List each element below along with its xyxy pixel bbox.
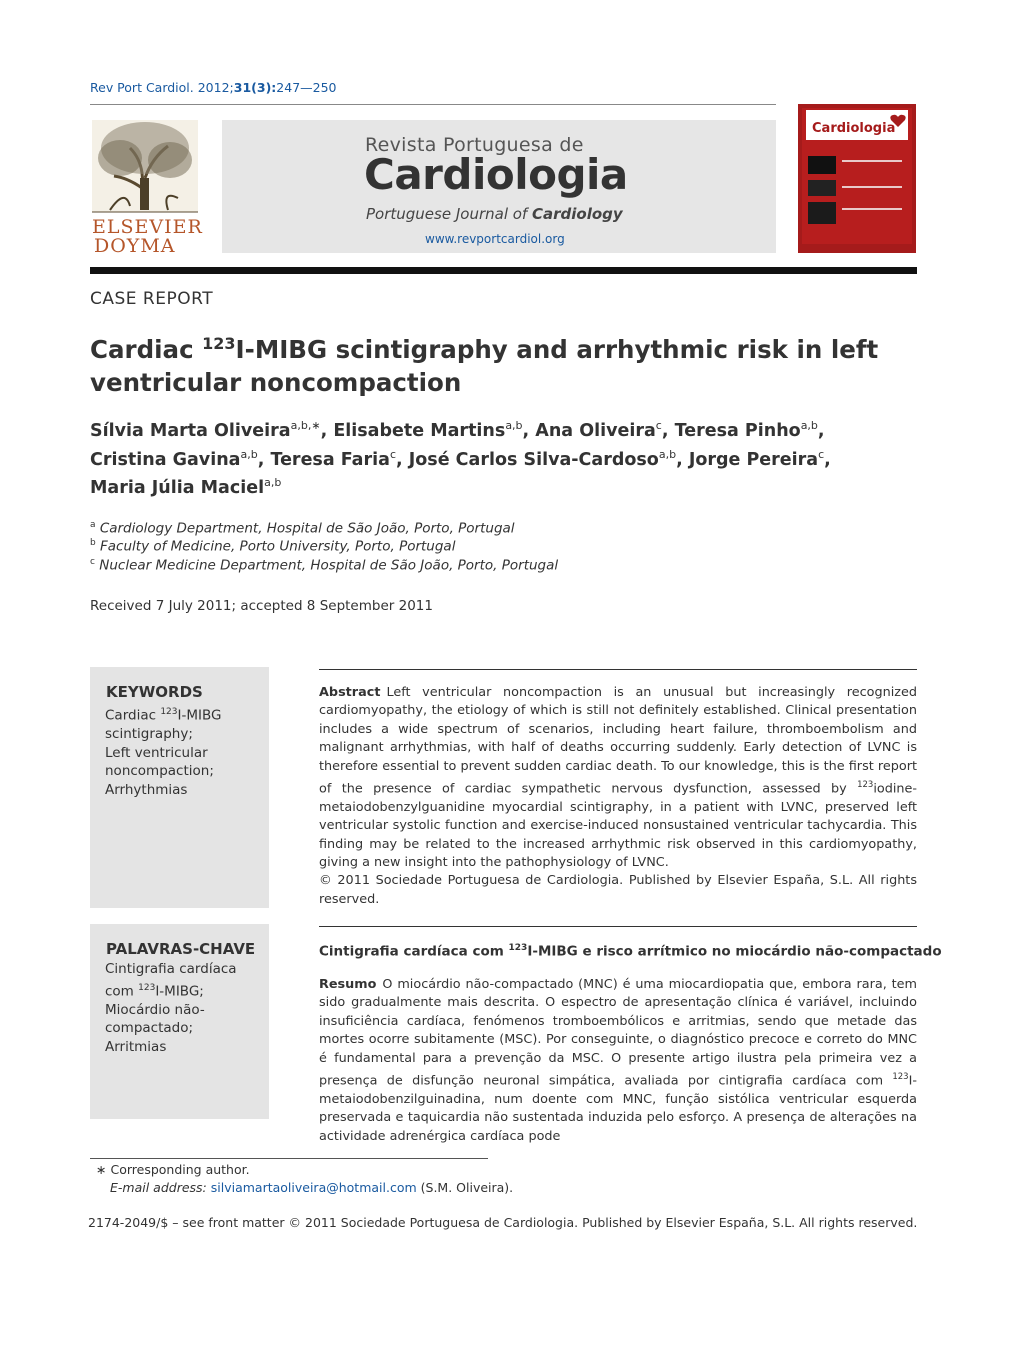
author-name: Teresa Faria	[270, 449, 390, 470]
journal-cover-thumbnail[interactable]	[798, 104, 916, 253]
author-separator: ,	[676, 449, 689, 470]
email-suffix: (S.M. Oliveira).	[420, 1180, 514, 1195]
affiliation-text: Faculty of Medicine, Porto University, Porto, Portugal	[100, 538, 456, 555]
keyword: I-MIBG scintigraphy;	[105, 707, 222, 742]
footnote-text: Corresponding author.	[110, 1162, 250, 1177]
journal-url-link[interactable]: www.revportcardiol.org	[425, 232, 565, 246]
article-title	[90, 327, 910, 399]
author-affiliation-mark: c	[389, 447, 396, 461]
affiliation-text: Cardiology Department, Hospital de São João, Porto, Portugal	[99, 520, 515, 537]
author-name: José Carlos Silva-Cardoso	[408, 449, 659, 470]
abstract-copyright: © 2011 Sociedade Portuguesa de Cardiologia. Published by Elsevier España, S.L. All rights reserved.	[319, 873, 917, 907]
author-name: Cristina Gavina	[90, 449, 241, 470]
palavras-chave-list	[105, 960, 260, 1056]
header-rule	[90, 267, 917, 274]
author-separator: ,	[396, 449, 409, 470]
affiliation	[90, 557, 558, 574]
author-separator: ,	[661, 420, 675, 441]
journal-name-en-prefix: Portuguese Journal of	[366, 205, 528, 223]
author[interactable]	[688, 447, 831, 470]
heart-icon	[890, 114, 906, 128]
affiliation-mark: c	[90, 557, 95, 567]
abstract-text: iodine-metaiodobenzylguanidine myocardial scintigraphy, in a patient with LVNC, preserved left ventricular systolic function and exercise-induced nonsustained ventricular tachycardia. This finding may be related to the increased arrhythmic risk observed in this cardiomyopathy, giving a new insight into the pathophysiology of LVNC.	[319, 781, 917, 870]
cover-panel	[802, 108, 912, 244]
journal-name-pt: Revista Portuguesa de	[365, 134, 584, 156]
section-label: CASE REPORT	[90, 289, 214, 309]
author[interactable]	[90, 478, 281, 498]
abstract-label: Abstract	[319, 685, 381, 700]
keyword: Miocárdio não-compactado;	[105, 1001, 205, 1036]
footnote-corresponding	[96, 1162, 250, 1177]
cover-image-3	[808, 202, 836, 224]
author-affiliation-mark: c	[818, 447, 825, 461]
resumo-title-isotope: 123	[508, 943, 528, 953]
publisher-logo	[90, 118, 203, 257]
author-name: Elisabete Martins	[333, 420, 506, 441]
author[interactable]	[333, 421, 535, 441]
author-affiliation-mark: c	[655, 419, 662, 432]
author-name: Ana Oliveira	[535, 420, 656, 441]
author-affiliation-mark: a,b	[240, 447, 258, 461]
divider	[90, 104, 776, 105]
palavras-chave-box	[90, 924, 269, 1119]
author-separator: ,	[320, 420, 334, 441]
journal-name-main: Cardiologia	[364, 150, 628, 199]
author-separator: ,	[824, 449, 831, 470]
resumo-title-part2: I-MIBG e risco arrítmico no miocárdio não-compactado	[527, 943, 942, 960]
publisher-name-line1: ELSEVIER	[92, 216, 203, 238]
author[interactable]	[90, 421, 333, 441]
resumo-title	[319, 943, 942, 960]
cover-image-1	[808, 156, 836, 174]
affiliation-mark: b	[90, 538, 96, 548]
palavras-chave-heading: PALAVRAS-CHAVE	[106, 940, 256, 958]
keywords-box	[90, 667, 269, 908]
cover-image-2	[808, 180, 836, 196]
author-affiliation-mark: a,b	[800, 419, 818, 432]
cover-header	[806, 110, 908, 140]
author-name: Sílvia Marta Oliveira	[90, 420, 291, 441]
title-part1: Cardiac	[90, 335, 203, 365]
author-affiliation-mark: a,b	[658, 447, 677, 461]
journal-name-en	[366, 205, 623, 223]
affiliation-text: Nuclear Medicine Department, Hospital de São João, Porto, Portugal	[99, 557, 559, 574]
abstract-isotope: 123	[857, 780, 874, 791]
publisher-name-line2: DOYMA	[94, 235, 176, 257]
author-affiliation-mark: a,b	[264, 476, 282, 490]
abstract-text: Left ventricular noncompaction is an unusual but increasingly recognized cardiomyopathy, the etiology of which is still not definitely established. Clinical presentation includes a wide spectrum of scenarios, including heart failure, thromboembolism and malignant arrhythmias, with half of deaths occurring suddenly. Early detection of LVNC is therefore essential to prevent sudden cardiac death. To our knowledge, this is the first report of the presence of cardiac sympathetic nervous dysfunction, assessed by	[319, 685, 917, 797]
author[interactable]	[535, 421, 674, 441]
resumo-isotope: 123	[892, 1072, 909, 1083]
author[interactable]	[408, 447, 689, 470]
affiliation	[90, 538, 455, 555]
keyword: I-MIBG;	[155, 983, 204, 999]
author-separator: ,	[817, 420, 825, 441]
citation-journal: Rev Port Cardiol.	[90, 80, 194, 95]
abstract	[319, 684, 917, 909]
citation-year: 2012;	[197, 80, 234, 95]
author-list	[90, 414, 920, 500]
keyword: Arritmias	[105, 1038, 167, 1055]
citation-volume: 31(3):	[233, 80, 277, 95]
cover-text-line	[842, 160, 902, 162]
email-link[interactable]: silviamartaoliveira@hotmail.com	[210, 1180, 417, 1195]
citation[interactable]	[90, 80, 337, 95]
resumo	[319, 976, 917, 1146]
abstract-bottom-rule	[319, 926, 917, 927]
keyword: Cardiac	[105, 707, 161, 724]
journal-masthead	[222, 120, 776, 253]
front-matter-footer: 2174-2049/$ – see front matter © 2011 Sociedade Portuguesa de Cardiologia. Published by Elsevier España, S.L. All rights reserved.	[88, 1215, 918, 1230]
received-dates: Received 7 July 2011; accepted 8 September 2011	[90, 598, 433, 614]
email-label: E-mail address:	[110, 1180, 207, 1195]
author-name: Maria Júlia Maciel	[90, 478, 265, 499]
footnote-rule	[90, 1158, 488, 1159]
cover-title: Cardiologia	[812, 121, 896, 136]
cover-text-line	[842, 208, 902, 210]
resumo-label: Resumo	[319, 977, 377, 992]
citation-pages: 247—250	[276, 80, 337, 95]
resumo-title-part1: Cintigrafia cardíaca com	[319, 943, 509, 960]
author[interactable]	[675, 421, 825, 441]
author-affiliation-mark: a,b	[505, 419, 523, 432]
keyword-isotope: 123	[160, 707, 178, 717]
title-isotope: 123	[202, 334, 236, 353]
author-separator: ,	[257, 449, 271, 470]
affiliation-mark: a	[90, 520, 96, 530]
resumo-text: O miocárdio não-compactado (MNC) é uma miocardiopatia que, embora rara, tem sido gradualmente mais descrita. O espectro de apresentação clínica é variável, incluindo insuficiência cardíaca, fenómenos tromboembólicos e arritmias, sendo que metade das mortes ocorre subitamente (MSC). Por conseguinte, o diagnóstico precoce e correto do MNC é fundamental para a prevenção da MSC. O presente artigo ilustra pela primeira vez a presença de disfunção neuronal simpática, avaliada por cintigrafia cardíaca com	[319, 977, 917, 1089]
author-name: Jorge Pereira	[688, 449, 819, 470]
keyword-isotope: 123	[138, 982, 156, 993]
keyword: Left ventricular noncompaction;	[105, 744, 214, 779]
author-name: Teresa Pinho	[674, 420, 801, 441]
cover-text-line	[842, 186, 902, 188]
keywords-heading: KEYWORDS	[106, 683, 203, 701]
author[interactable]	[90, 447, 271, 470]
journal-name-en-bold: Cardiology	[532, 205, 623, 223]
title-part2: I-MIBG scintigraphy and arrhythmic risk in left ventricular noncompaction	[90, 335, 879, 398]
author-affiliation-mark: a,b,∗	[290, 419, 321, 432]
affiliation	[90, 520, 515, 537]
resumo-text: I-metaiodobenzilguinadina, num doente com MNC, função sistólica ventricular esquerda preservada e taquicardia não sustentada induzida pelo esforço. A presença de alterações na actividade adrenérgica cardíaca pode	[319, 1073, 917, 1144]
keyword: Cintigrafia cardíaca com	[105, 961, 237, 999]
footnote-email	[110, 1180, 513, 1195]
author-separator: ,	[522, 420, 536, 441]
keywords-list	[105, 703, 260, 799]
author[interactable]	[270, 447, 409, 470]
abstract-top-rule	[319, 669, 917, 670]
footnote-mark: ∗	[96, 1162, 107, 1177]
keyword: Arrhythmias	[105, 781, 188, 798]
